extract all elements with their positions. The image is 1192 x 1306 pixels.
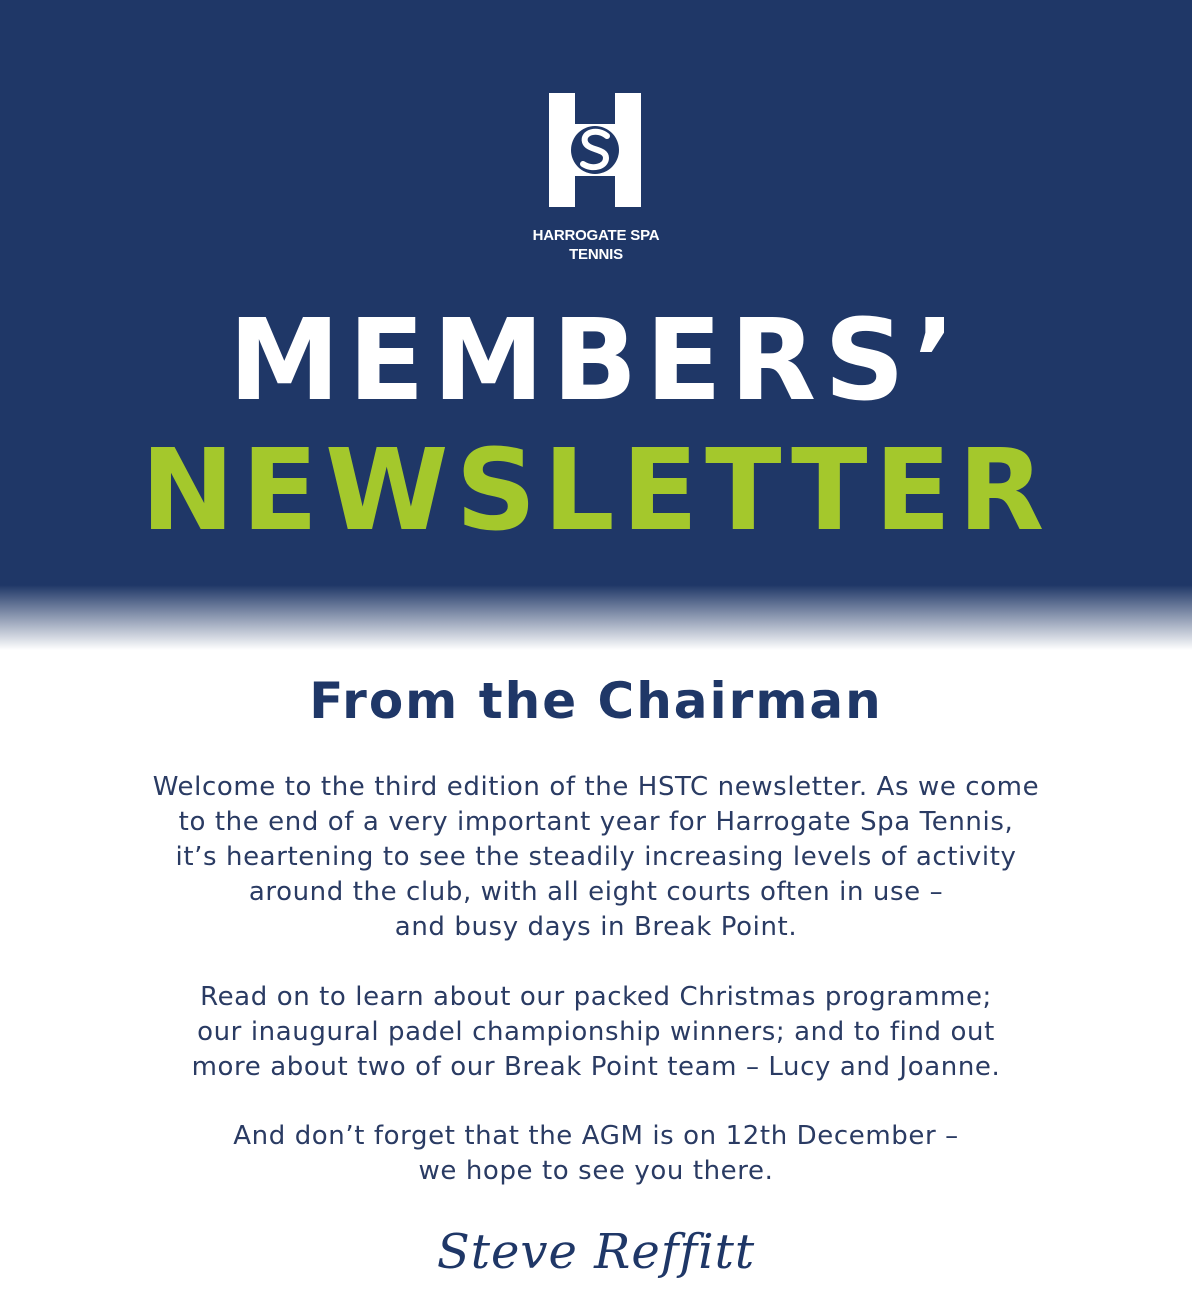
paragraph-line: Welcome to the third edition of the HSTC newsletter. As we come (152, 772, 1040, 802)
paragraph-line: and busy days in Break Point. (394, 912, 798, 942)
club-name-line1: HARROGATE SPA (532, 227, 660, 244)
paragraph-line: it’s heartening to see the steadily increasing levels of activity (175, 842, 1017, 872)
paragraph-line: more about two of our Break Point team – Lucy and Joanne. (191, 1052, 1001, 1082)
paragraph-line: Read on to learn about our packed Christmas programme; (200, 982, 992, 1012)
paragraph-agm (0, 1119, 1192, 1189)
club-logo (546, 90, 646, 210)
club-name-line2: TENNIS (569, 246, 623, 263)
paragraph-line: And don’t forget that the AGM is on 12th December – (233, 1121, 959, 1151)
paragraph-welcome (0, 770, 1192, 945)
paragraph-read-on (0, 980, 1192, 1085)
paragraph-line: we hope to see you there. (418, 1156, 774, 1186)
harrogate-spa-tennis-logo-icon (546, 90, 644, 210)
title-members: MEMBERS’ (228, 296, 964, 426)
title-newsletter: NEWSLETTER (140, 426, 1052, 556)
paragraph-line: to the end of a very important year for Harrogate Spa Tennis, (178, 807, 1014, 837)
paragraph-line: our inaugural padel championship winners; and to find out (197, 1017, 995, 1047)
club-name-text (496, 226, 696, 264)
paragraph-line: around the club, with all eight courts often in use – (248, 877, 944, 907)
section-heading: From the Chairman (309, 672, 883, 730)
chairman-signature: Steve Reffitt (436, 1224, 756, 1280)
